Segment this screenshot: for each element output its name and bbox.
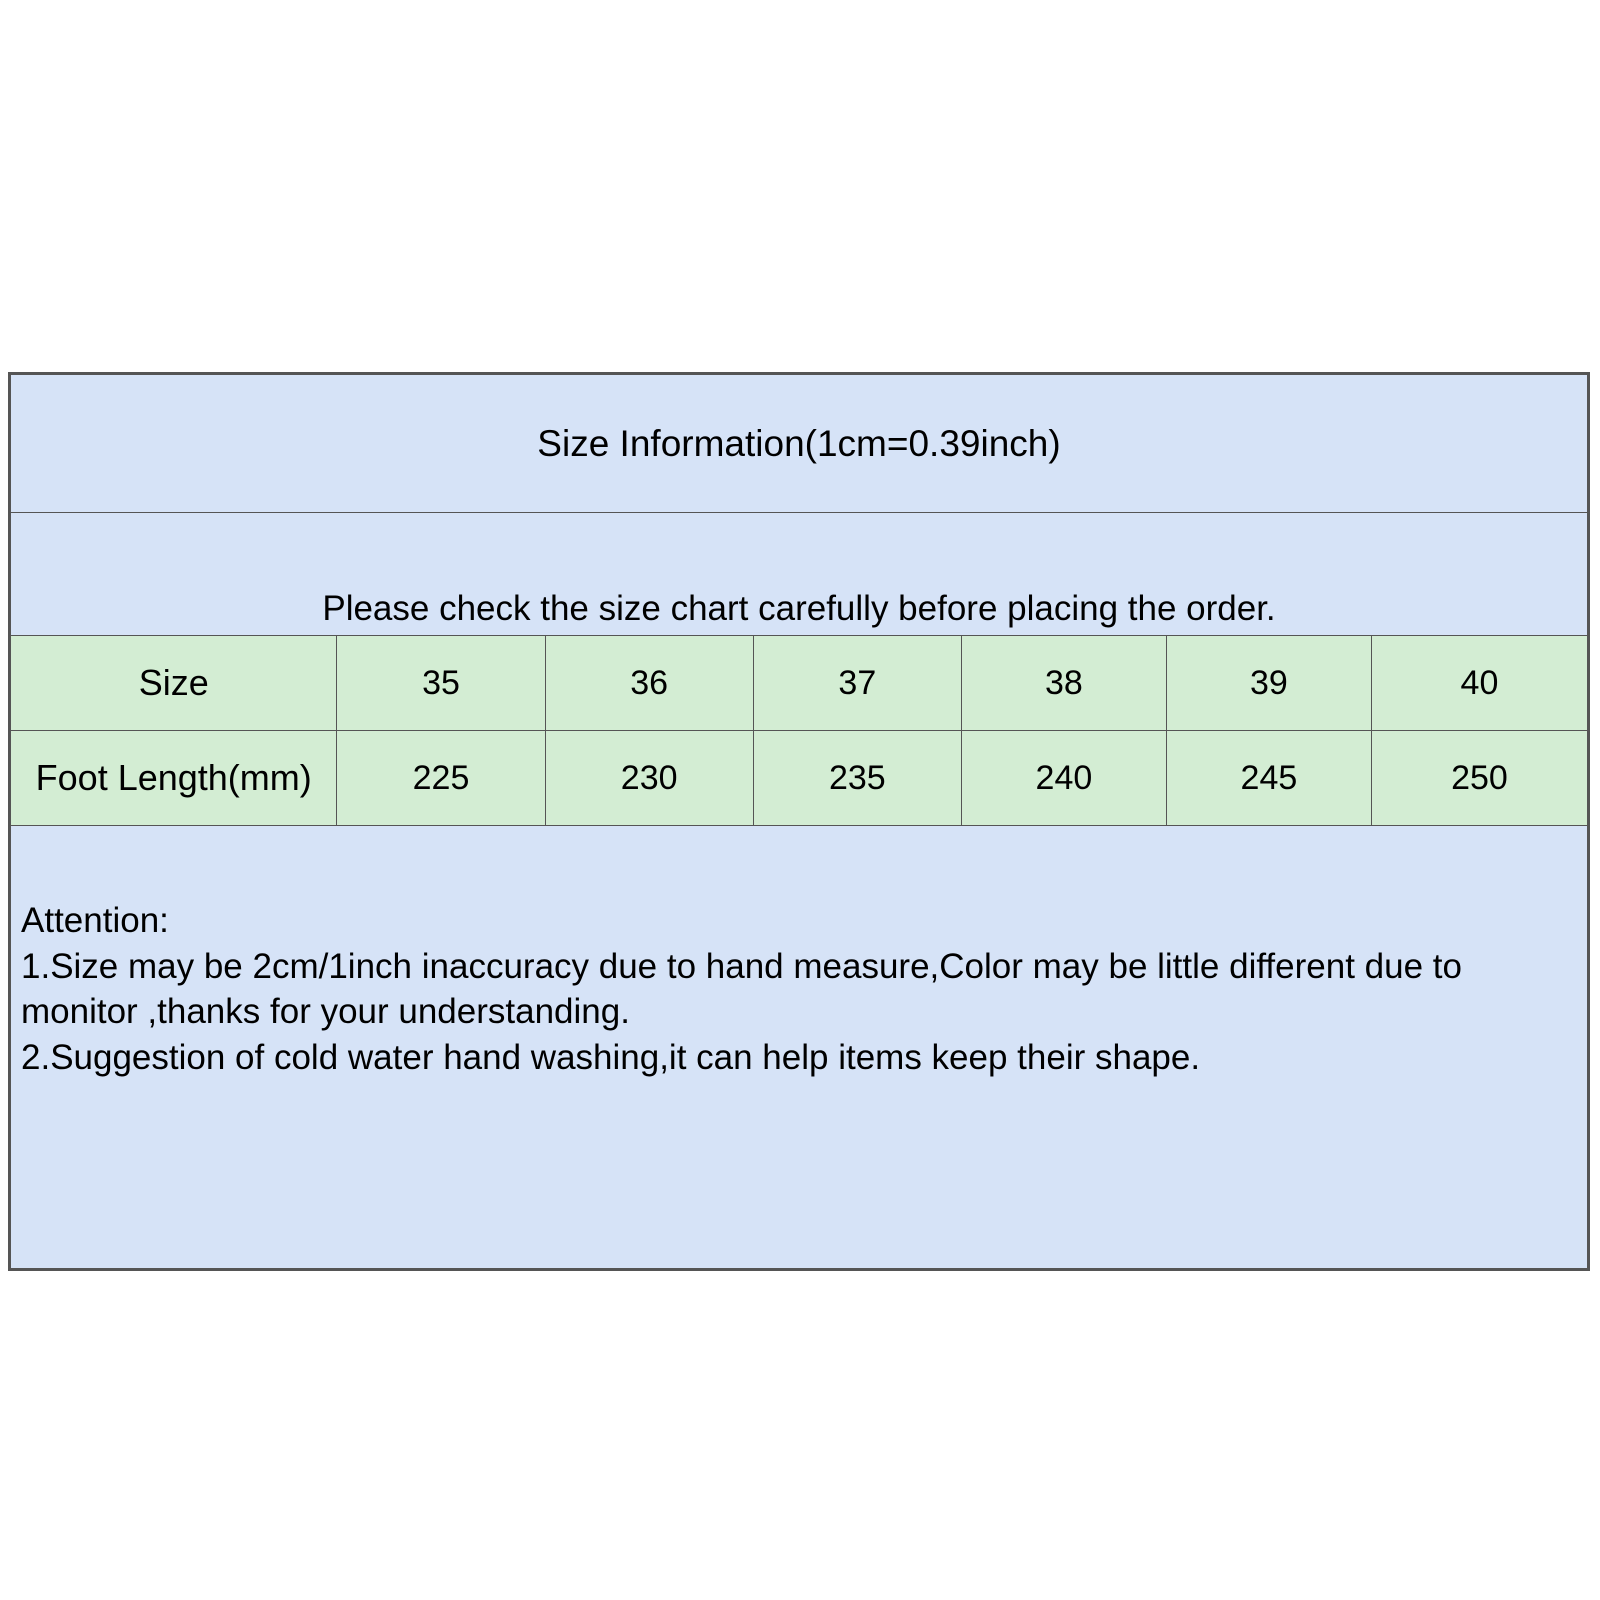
foot-length-cell: 240	[961, 731, 1166, 826]
size-cell: 37	[753, 636, 961, 731]
foot-length-cell: 250	[1371, 731, 1587, 826]
attention-block	[11, 826, 1588, 1269]
size-cell: 39	[1166, 636, 1371, 731]
attention-heading: Attention:	[21, 901, 169, 940]
chart-title: Size Information(1cm=0.39inch)	[11, 375, 1588, 513]
size-chart-container	[8, 372, 1590, 1271]
foot-length-cell: 235	[753, 731, 961, 826]
size-cell: 38	[961, 636, 1166, 731]
foot-length-cell: 245	[1166, 731, 1371, 826]
attention-line-2: monitor ,thanks for your understanding.	[21, 992, 630, 1031]
foot-length-cell: 230	[545, 731, 753, 826]
size-cell: 40	[1371, 636, 1587, 731]
size-information-table	[10, 374, 1588, 1269]
table-row-title	[11, 375, 1588, 513]
row-label-size: Size	[11, 636, 337, 731]
table-row-attention	[11, 826, 1588, 1269]
table-row-note	[11, 513, 1588, 636]
row-label-foot-length: Foot Length(mm)	[11, 731, 337, 826]
size-cell: 35	[337, 636, 545, 731]
table-row	[11, 636, 1588, 731]
foot-length-cell: 225	[337, 731, 545, 826]
attention-line-3: 2.Suggestion of cold water hand washing,it can help items keep their shape.	[21, 1037, 1201, 1077]
size-cell: 36	[545, 636, 753, 731]
table-row	[11, 731, 1588, 826]
chart-note: Please check the size chart carefully before placing the order.	[11, 513, 1588, 636]
attention-line-1: 1.Size may be 2cm/1inch inaccuracy due to hand measure,Color may be little different due to	[21, 946, 1462, 986]
